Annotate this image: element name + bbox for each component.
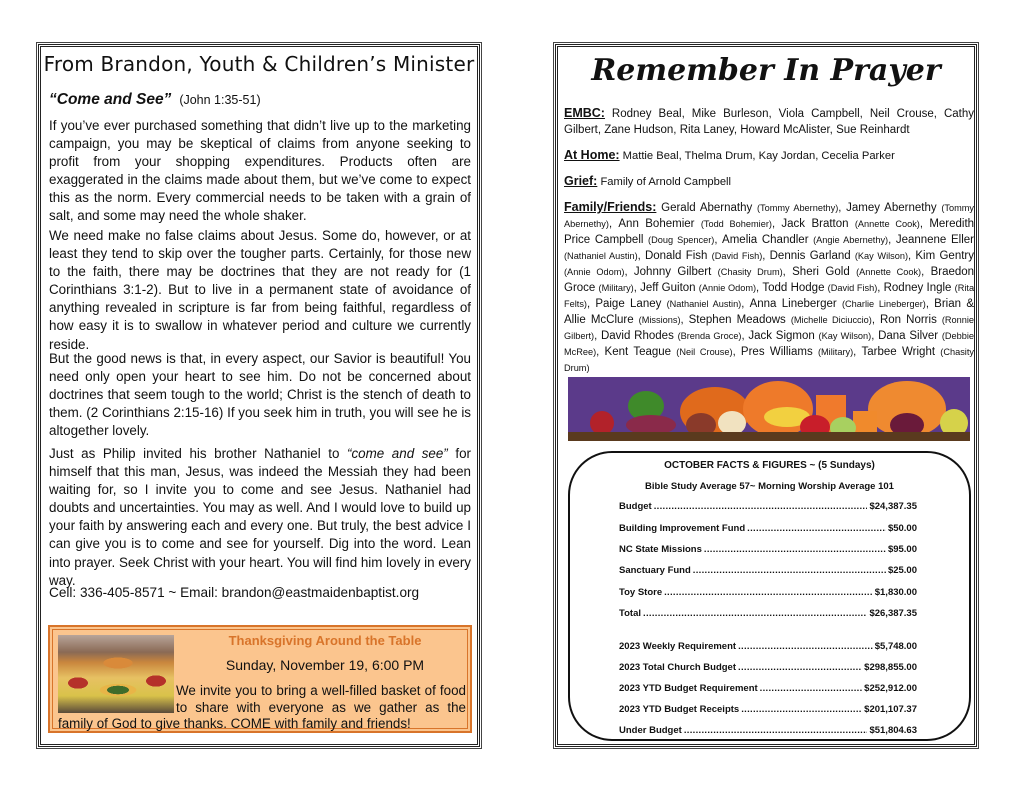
prayer-name: Jack Bratton [781, 218, 849, 230]
dot-leader [654, 501, 868, 512]
fact-row [619, 683, 917, 694]
prayer-name: Anna Lineberger [749, 298, 837, 310]
article-subtitle [49, 91, 261, 109]
section-label: EMBC: [564, 106, 605, 120]
fact-value: $50.00 [887, 523, 917, 534]
prayer-section-at-home [564, 147, 974, 164]
prayer-contact: (Annie Odom) [698, 283, 757, 293]
fact-value: $5,748.00 [874, 641, 917, 652]
prayer-name: Brian & Allie McClure [564, 298, 974, 326]
fact-label: Sanctuary Fund [619, 565, 691, 576]
fact-value: $1,830.00 [874, 587, 917, 598]
prayer-contact: (David Fish) [711, 251, 763, 261]
fact-row [619, 704, 917, 715]
prayer-contact: (Todd Bohemier) [700, 219, 772, 229]
fact-label: Total [619, 608, 641, 619]
fact-row [619, 662, 917, 673]
section-label: At Home: [564, 148, 620, 162]
fact-row [619, 565, 917, 576]
prayer-name: Rodney Ingle [883, 282, 952, 294]
dot-leader [704, 544, 886, 555]
dot-leader [693, 565, 886, 576]
fact-label: 2023 YTD Budget Receipts [619, 704, 740, 715]
fact-row [619, 501, 917, 512]
prayer-name: Ann Bohemier [618, 218, 695, 230]
fact-value: $51,804.63 [869, 725, 917, 736]
subtitle-reference: (John 1:35-51) [179, 93, 261, 107]
prayer-contact: (Angie Abernethy) [813, 235, 889, 245]
dot-leader [738, 662, 862, 673]
prayer-contact: (Doug Spencer) [648, 235, 715, 245]
fact-label: 2023 YTD Budget Requirement [619, 683, 758, 694]
prayer-name: Meredith Price Campbell [564, 218, 975, 246]
prayer-name: Donald Fish [644, 250, 708, 262]
section-label: Grief: [564, 174, 598, 188]
prayer-contact: (Chasity Drum) [717, 267, 783, 277]
prayer-contact: (Nathaniel Austin) [666, 299, 742, 309]
prayer-contact: (Missions) [638, 315, 681, 325]
prayer-name: Pres Williams [740, 346, 813, 358]
october-facts-box [568, 451, 971, 741]
prayer-contact: (Rita Felts) [564, 283, 975, 309]
prayer-contact: (Neil Crouse) [676, 347, 733, 357]
shelf [568, 432, 970, 441]
fact-row [619, 725, 917, 736]
prayer-contact: (Debbie McRee) [564, 331, 975, 357]
fact-value: $252,912.00 [864, 683, 917, 694]
thanksgiving-event-box [48, 625, 472, 733]
youth-minister-article [38, 44, 480, 747]
prayer-contact: (Military) [817, 347, 854, 357]
prayer-contact: (Brenda Groce) [677, 331, 742, 341]
prayer-name: Jeannene Eller [895, 234, 975, 246]
prayer-contact: (Chasity Drum) [564, 347, 974, 373]
dot-leader [684, 725, 868, 736]
prayer-name: Jack Sigmon [748, 330, 815, 342]
prayer-name: Amelia Chandler [722, 234, 809, 246]
prayer-section-grief [564, 173, 974, 190]
dot-leader [741, 704, 862, 715]
prayer-contact: (Annie Odom) [564, 267, 625, 277]
fact-row [619, 544, 917, 555]
article-paragraph [49, 445, 471, 590]
event-description-text: We invite you to bring a well-filled basket of food to share with everyone as we gather as the family of God to give thanks. COME with family and friends! [58, 683, 466, 731]
prayer-name: Braedon Groce [564, 266, 975, 294]
facts-attendance: Bible Study Average 57~ Morning Worship Average 101 [645, 481, 894, 492]
fact-label: Budget [619, 501, 652, 512]
article-paragraph: But the good news is that, in every aspect, our Savior is beautiful! You need only open your heart to see him. Do not be concerned about doctrines that seem tough to the world; Christ is the stench of death to them. (2 Corinthians 2:15-16) If you seek him in truth, you will see he is altogether lovely. [49, 351, 471, 439]
prayer-contact: (Ronnie Gilbert) [564, 315, 975, 341]
fact-label: Toy Store [619, 587, 663, 598]
fact-value: $24,387.35 [869, 501, 917, 512]
dot-leader [738, 641, 873, 652]
dot-leader [760, 683, 862, 694]
prayer-name: Kent Teague [604, 346, 672, 358]
fact-label: Building Improvement Fund [619, 523, 746, 534]
prayer-name: Todd Hodge [762, 282, 825, 294]
prayer-name: Ron Norris [879, 314, 937, 326]
prayer-contact: (Kay Wilson) [854, 251, 909, 261]
prayer-name: Stephen Meadows [688, 314, 786, 326]
prayer-contact: (Tommy Abernethy) [756, 203, 839, 213]
article-title: From Brandon, Youth & Children’s Minister [43, 52, 475, 76]
prayer-name: Kim Gentry [915, 250, 974, 262]
fact-row [619, 641, 917, 652]
section-names: Rodney Beal, Mike Burleson, Viola Campbell, Neil Crouse, Cathy Gilbert, Zane Hudson, Rita Laney, Howard McAlister, Sue Reinhardt [564, 108, 975, 136]
prayer-name: Tarbee Wright [861, 346, 936, 358]
prayer-contact: (Annette Cook) [856, 267, 922, 277]
fact-row [619, 523, 917, 534]
fact-row [619, 608, 917, 619]
event-date: Sunday, November 19, 6:00 PM [225, 657, 425, 673]
contact-info: Cell: 336-405-8571 ~ Email: brandon@eastmaidenbaptist.org [49, 585, 420, 600]
facts-heading: OCTOBER FACTS & FIGURES ~ (5 Sundays) [664, 460, 875, 471]
prayer-name: Johnny Gilbert [633, 266, 712, 278]
article-paragraph: If you’ve ever purchased something that didn’t live up to the marketing campaign, you may be skeptical of claims from anyone seeking to profit from your shopping expenditures. Products often are exaggerated in the claims made about them, but we’ve come to expect this as the norm. Every commercial needs to be taken with a grain of salt, and some may need the whole shaker. [49, 118, 471, 224]
prayer-list-panel [555, 44, 977, 747]
event-title: Thanksgiving Around the Table [228, 633, 422, 648]
dot-leader [747, 523, 886, 534]
fact-value: $201,107.37 [864, 704, 917, 715]
prayer-contact: (Annette Cook) [854, 219, 920, 229]
fact-value: $26,387.35 [869, 608, 917, 619]
section-names: Mattie Beal, Thelma Drum, Kay Jordan, Cecelia Parker [622, 150, 895, 162]
prayer-section-family-friends [564, 199, 974, 376]
prayer-name: Jeff Guiton [640, 282, 696, 294]
harvest-banner-illustration [568, 377, 970, 441]
prayer-contact: (Charlie Lineberger) [841, 299, 926, 309]
section-label: Family/Friends: [564, 200, 657, 214]
prayer-title: Remember In Prayer [591, 53, 941, 88]
prayer-contact: (Kay Wilson) [818, 331, 872, 341]
paragraph-text: for himself that this man, Jesus, was indeed the Messiah they had been waiting for, so I invite you to come and see Jesus. Nathaniel had doubts and uncertainties. You may as well. And I would love to build up your faith by answering each and every one. But truly, the best advice I can give you is to come and see for yourself. Dig into the word. Lean into prayer. Seek Christ with your heart. You will find him lovely in every way. [49, 446, 471, 588]
section-names: Family of Arnold Campbell [600, 176, 732, 188]
prayer-name: Dana Silver [878, 330, 939, 342]
fact-value: $298,855.00 [864, 662, 917, 673]
fact-row [619, 587, 917, 598]
prayer-contact: (Nathaniel Austin) [564, 251, 638, 261]
prayer-name: Jamey Abernethy [846, 202, 937, 214]
prayer-name: David Rhodes [600, 330, 674, 342]
prayer-name: Paige Laney [595, 298, 662, 310]
prayer-contact: (Tommy Abernethy) [564, 203, 974, 229]
prayer-name: Dennis Garland [769, 250, 851, 262]
prayer-name: Sheri Gold [792, 266, 850, 278]
prayer-contact: (Michelle Diciuccio) [790, 315, 872, 325]
article-paragraph: We need make no false claims about Jesus. Some do, however, or at least they tend to skip over the tougher parts. Certainly, for those new to the faith, there may be doctrines that they are not ready for (1 Corinthians 3:1-2). But to live in a permanent state of avoidance of anything revealed in scripture is far from being faithful, regardless of how easy it is to swallow in whatever period and culture we currently reside. [49, 228, 471, 352]
fact-label: Under Budget [619, 725, 682, 736]
dot-leader [643, 608, 867, 619]
fact-label: 2023 Total Church Budget [619, 662, 737, 673]
paragraph-text: Just as Philip invited his brother Nathaniel to [49, 446, 348, 461]
prayer-section-embc [564, 105, 974, 138]
prayer-contact: (David Fish) [827, 283, 878, 293]
event-description [58, 683, 466, 733]
prayer-contact: (Military) [598, 283, 634, 293]
subtitle-quote: “Come and See” [49, 91, 172, 108]
prayer-name: Gerald Abernathy [661, 202, 753, 214]
paragraph-italic-quote: “come and see” [347, 446, 448, 461]
dot-leader [664, 587, 873, 598]
fact-label: NC State Missions [619, 544, 702, 555]
fact-label: 2023 Weekly Requirement [619, 641, 737, 652]
fact-value: $95.00 [887, 544, 917, 555]
fact-value: $25.00 [887, 565, 917, 576]
family-friends-list: Gerald Abernathy (Tommy Abernethy), Jamey Abernethy (Tommy Abernethy), Ann Bohemier (Todd Bohemier), Jack Bratton (Annette Cook), Meredith Price Campbell (Doug Spencer), Amelia Chandler (Angie Abernethy), Jeannene Eller (Nathaniel Austin), Donald Fish (David Fish), Dennis Garland (Kay Wilson), Kim Gentry (Annie Odom), Johnny Gilbert (Chasity Drum), Sheri Gold (Annette Cook), Braedon Groce (Military), Jeff Guiton (Annie Odom), Todd Hodge (David Fish), Rodney Ingle (Rita Felts), Paige Laney (Nathaniel Austin), Anna Lineberger (Charlie Lineberger), Brian & Allie McClure (Missions), Stephen Meadows (Michelle Diciuccio), Ron Norris (Ronnie Gilbert), David Rhodes (Brenda Groce), Jack Sigmon (Kay Wilson), Dana Silver (Debbie McRee), Kent Teague (Neil Crouse), Pres Williams (Military), Tarbee Wright (Chasity Drum) [564, 202, 975, 373]
